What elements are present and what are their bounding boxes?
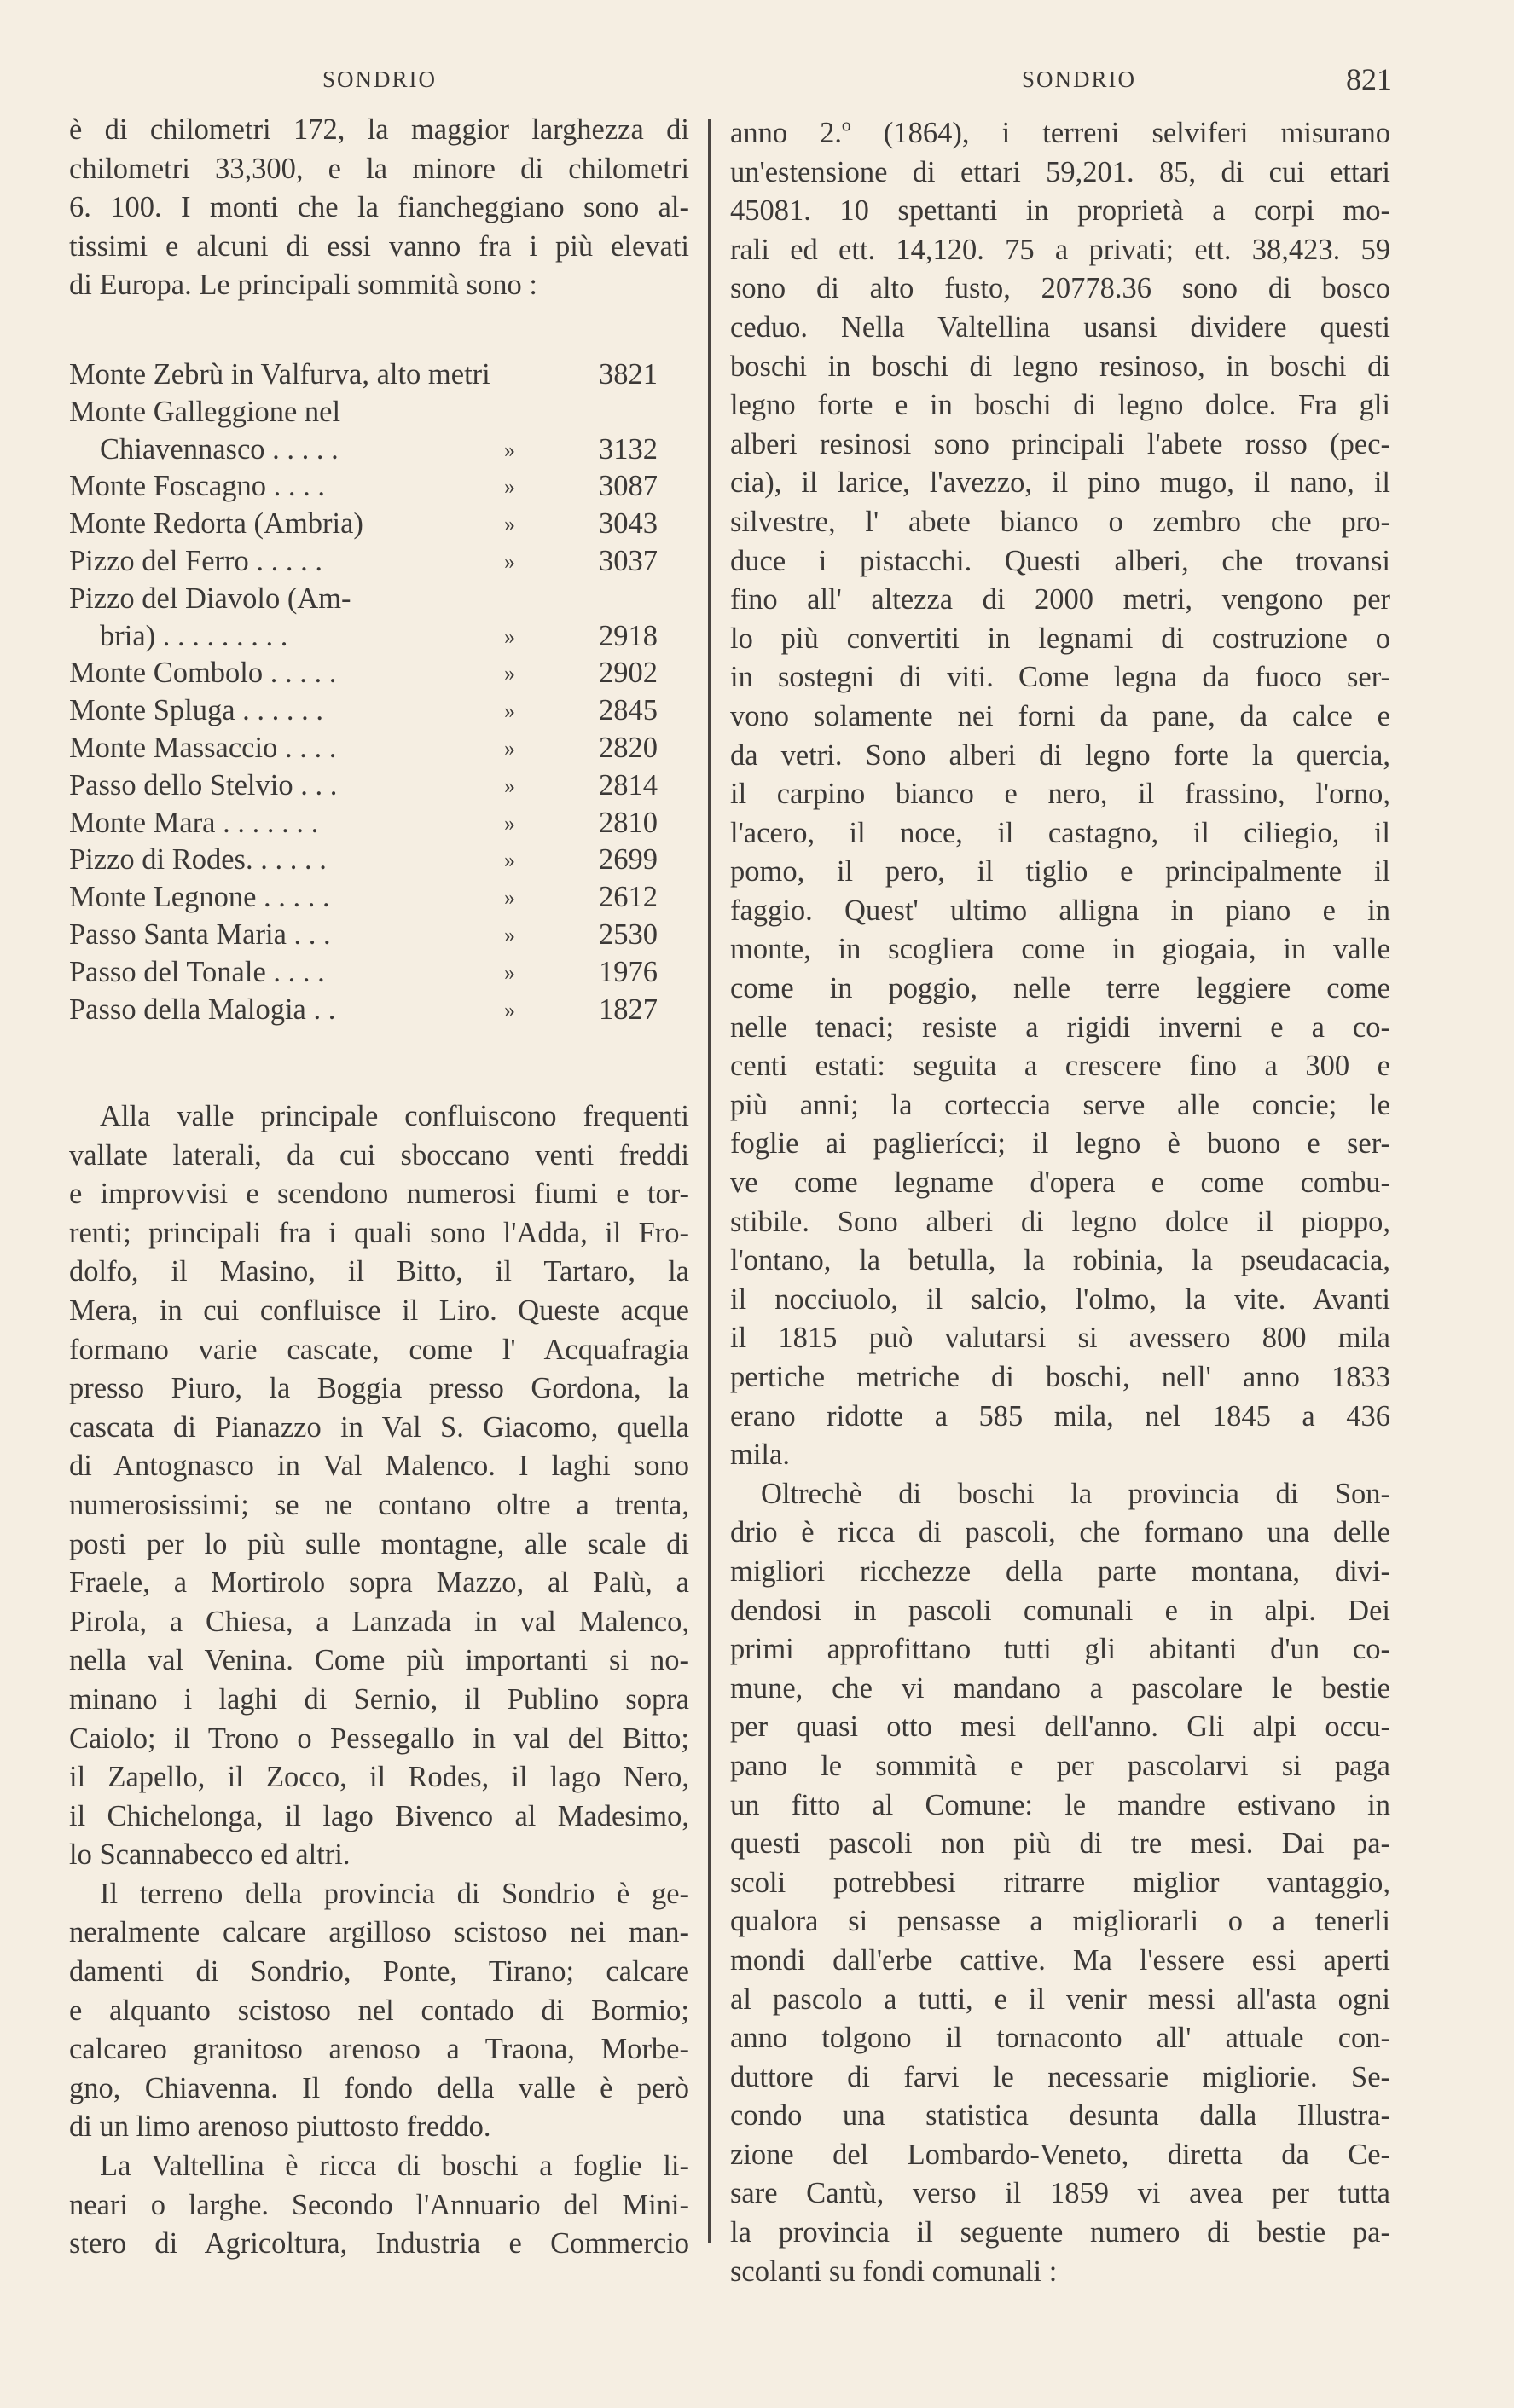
text-line: rali ed ett. 14,120. 75 a privati; ett. 38,423. 59 [730, 233, 1390, 266]
ditto-mark: » [504, 997, 515, 1022]
text-line: anno 2.º (1864), i terreni selviferi misurano [730, 117, 1390, 149]
text-line: duce i pistacchi. Questi alberi, che trovansi [730, 544, 1390, 577]
table-row [69, 767, 658, 805]
page-number: 821 [1346, 62, 1392, 96]
ditto-mark: » [504, 810, 515, 836]
text-line: Pirola, a Chiesa, a Lanzada in val Malenco, [69, 1605, 689, 1638]
text-line: migliori ricchezze della parte montana, divi- [730, 1554, 1390, 1588]
ditto-mark: » [504, 623, 515, 649]
text-line: il nocciuolo, il salcio, l'olmo, la vite. Avanti [730, 1282, 1390, 1316]
text-line: calcareo granitoso arenoso a Traona, Morbe- [69, 2033, 689, 2066]
text-line: l'acero, il noce, il castagno, il ciliegio, il [730, 816, 1390, 849]
table-row [69, 356, 658, 394]
text-line: zione del Lombardo-Veneto, diretta da Ce- [730, 2138, 1390, 2171]
text-line: foglie ai paglierícci; il legno è buono e ser- [730, 1127, 1390, 1161]
text-line: stero di Agricoltura, Industria e Commercio [69, 2227, 689, 2260]
peak-name: Pizzo di Rodes. . . . . . [69, 843, 327, 877]
altitude-value: 2845 [599, 694, 658, 727]
text-line: e alquanto scistoso nel contado di Bormio; [69, 1994, 689, 2027]
text-line: tissimi e alcuni di essi vanno fra i più elevati [69, 229, 689, 263]
text-line: qualora si pensasse a migliorarli o a tenerli [730, 1905, 1390, 1938]
text-line: il carpino bianco e nero, il frassino, l'orno, [730, 778, 1390, 811]
text-line: il Zapello, il Zocco, il Rodes, il lago Nero, [69, 1761, 689, 1794]
text-line: di Antognasco in Val Malenco. I laghi sono [69, 1450, 689, 1483]
text-line: la provincia il seguente numero di bestie pa- [730, 2216, 1390, 2249]
text-line: il Chichelonga, il lago Bivenco al Madesimo, [69, 1799, 689, 1832]
text-line: faggio. Quest' ultimo alligna in piano e in [730, 894, 1390, 927]
text-line: duttore di farvi le necessarie migliorie. Se- [730, 2060, 1390, 2093]
column-divider [708, 119, 711, 2243]
text-line: pomo, il pero, il tiglio e principalmente il [730, 855, 1390, 889]
text-line: al pascolo a tutti, e il venir messi all'asta ogni [730, 1983, 1390, 2016]
text-line: drio è ricca di pascoli, che formano una delle [730, 1516, 1390, 1549]
ditto-mark: » [504, 922, 515, 947]
text-line: gno, Chiavenna. Il fondo della valle è però [69, 2071, 689, 2104]
table-row [69, 543, 658, 581]
text-line: mila. [730, 1438, 790, 1472]
left-column-intro [69, 111, 689, 305]
text-line: legno forte e in boschi di legno dolce. Fra gli [730, 389, 1390, 422]
text-line: per quasi otto mesi dell'anno. Gli alpi occu- [730, 1710, 1390, 1744]
table-row [69, 730, 658, 767]
text-line: pano le sommità e per pascolarvi si paga [730, 1749, 1390, 1782]
table-row [69, 692, 658, 730]
text-line: da vetri. Sono alberi di legno forte la quercia, [730, 738, 1390, 772]
table-row [69, 506, 658, 543]
text-line: dendosi in pascoli comunali e in alpi. Dei [730, 1594, 1390, 1627]
peak-name: Passo Santa Maria . . . [69, 917, 331, 951]
table-row [69, 468, 658, 506]
right-column-body [730, 114, 1390, 2291]
table-row [69, 842, 658, 879]
altitude-value: 3037 [599, 544, 658, 577]
peak-name: Monte Legnone . . . . . [69, 881, 330, 914]
text-line: di Europa. Le principali sommità sono : [69, 269, 538, 302]
text-line: monte, in scogliera come in giogaia, in valle [730, 933, 1390, 966]
text-line: posti per lo più sulle montagne, alle scale di [69, 1527, 689, 1560]
text-line: erano ridotte a 585 mila, nel 1845 a 436 [730, 1399, 1390, 1433]
text-line: Caiolo; il Trono o Pessegallo in val del Bitto; [69, 1722, 689, 1755]
running-header-right: SONDRIO [1021, 67, 1136, 92]
text-line: Il terreno della provincia di Sondrio è ge- [100, 1877, 689, 1910]
text-line: fino all' altezza di 2000 metri, vengono per [730, 583, 1390, 616]
text-line: in sostegni di viti. Come legna da fuoco ser- [730, 661, 1390, 694]
ditto-mark: » [504, 773, 515, 798]
altitude-value: 1827 [599, 993, 658, 1026]
text-line: lo Scannabecco ed altri. [69, 1838, 351, 1872]
table-row [69, 618, 658, 656]
text-line: e improvvisi e scendono numerosi fiumi e tor- [69, 1178, 689, 1211]
text-line: mune, che vi mandano a pascolare le bestie [730, 1671, 1390, 1705]
text-line: questi pascoli non più di tre mesi. Dai pa- [730, 1827, 1390, 1861]
text-line: vallate laterali, da cui sboccano venti freddi [69, 1138, 689, 1172]
peak-name: Passo della Malogia . . [69, 993, 336, 1026]
altitude-value: 2820 [599, 731, 658, 764]
text-line: mondi dall'erbe cattive. Ma l'essere essi aperti [730, 1943, 1390, 1977]
text-line: La Valtellina è ricca di boschi a foglie li- [100, 2150, 689, 2183]
text-line: Alla valle principale confluiscono frequenti [100, 1100, 689, 1132]
text-line: presso Piuro, la Boggia presso Gordona, la [69, 1372, 689, 1405]
peak-name: Monte Galleggione nel [69, 395, 341, 428]
table-row [69, 992, 658, 1029]
table-row [69, 581, 658, 618]
altitude-value: 2699 [599, 843, 658, 877]
text-line: Oltrechè di boschi la provincia di Son- [761, 1477, 1390, 1510]
text-line: silvestre, l' abete bianco o zembro che pro- [730, 505, 1390, 538]
peak-name: Pizzo del Diavolo (Am- [69, 582, 351, 615]
text-line: cascata di Pianazzo in Val S. Giacomo, quella [69, 1410, 689, 1444]
text-line: sare Cantù, verso il 1859 vi avea per tutta [730, 2177, 1390, 2210]
text-line: damenti di Sondrio, Ponte, Tirano; calcare [69, 1955, 689, 1988]
table-row [69, 655, 658, 692]
altitude-value: 2612 [599, 881, 658, 914]
mountain-heights-table [69, 356, 658, 1028]
text-line: lo più convertiti in legnami di costruzione o [730, 622, 1390, 655]
peak-name: Monte Foscagno . . . . [69, 470, 325, 503]
ditto-mark: » [504, 474, 515, 500]
text-line: scoli potrebbesi ritrarre miglior vantaggio, [730, 1866, 1390, 1899]
text-line: un fitto al Comune: le mandre estivano in [730, 1788, 1390, 1821]
text-line: ceduo. Nella Valtellina usansi dividere questi [730, 310, 1390, 344]
altitude-value: 2902 [599, 657, 658, 690]
text-line: pertiche metriche di boschi, nell' anno 1833 [730, 1361, 1390, 1393]
altitude-value: 2530 [599, 917, 658, 951]
text-line: come in poggio, nelle terre leggiere come [730, 972, 1390, 1005]
text-line: centi estati: seguita a crescere fino a 300 e [730, 1050, 1390, 1083]
table-row [69, 917, 658, 954]
text-line: anno tolgono il tornaconto all' attuale con- [730, 2022, 1390, 2055]
peak-name: Monte Combolo . . . . . [69, 657, 337, 690]
text-line: formano varie cascate, come l' Acquafragia [69, 1333, 689, 1366]
text-line: sono di alto fusto, 20778.36 sono di bosco [730, 272, 1390, 305]
table-row [69, 394, 658, 431]
text-line: scolanti su fondi comunali : [730, 2255, 1058, 2288]
text-line: è di chilometri 172, la maggior larghezza di [69, 113, 689, 146]
table-row [69, 805, 658, 842]
ditto-mark: » [504, 512, 515, 537]
altitude-value: 3821 [599, 358, 658, 391]
text-line: stibile. Sono alberi di legno dolce il pioppo, [730, 1205, 1390, 1238]
ditto-mark: » [504, 548, 515, 574]
peak-name: Monte Zebrù in Valfurva, alto metri [69, 358, 490, 391]
ditto-mark: » [504, 959, 515, 985]
altitude-value: 2810 [599, 806, 658, 839]
text-line: neari o larghe. Secondo l'Annuario del Mini- [69, 2188, 689, 2221]
text-line: condo una statistica desunta dalla Illustra- [730, 2099, 1390, 2133]
peak-name: Chiavennasco . . . . . [100, 432, 339, 466]
text-line: Mera, in cui confluisce il Liro. Queste acque [69, 1294, 689, 1327]
peak-name: Monte Massaccio . . . . [69, 731, 337, 764]
altitude-value: 3043 [599, 507, 658, 541]
peak-name: Pizzo del Ferro . . . . . [69, 544, 323, 577]
text-line: nelle tenaci; resiste a rigidi inverni e a co- [730, 1010, 1390, 1044]
altitude-value: 2918 [599, 619, 658, 652]
ditto-mark: » [504, 437, 515, 462]
altitude-value: 3087 [599, 470, 658, 503]
text-line: nella val Venina. Come più importanti si no- [69, 1644, 689, 1677]
peak-name: Monte Spluga . . . . . . [69, 694, 324, 727]
text-line: renti; principali fra i quali sono l'Adda, il Fro- [69, 1216, 689, 1249]
text-line: Fraele, a Mortirolo sopra Mazzo, al Palù, a [69, 1566, 689, 1600]
text-line: dolfo, il Masino, il Bitto, il Tartaro, la [69, 1255, 689, 1288]
text-line: chilometri 33,300, e la minore di chilometri [69, 152, 689, 185]
altitude-value: 3132 [599, 432, 658, 466]
text-line: 6. 100. I monti che la fiancheggiano sono al- [69, 191, 689, 224]
ditto-mark: » [504, 735, 515, 761]
ditto-mark: » [504, 848, 515, 873]
text-line: ve come legname d'opera e come combu- [730, 1166, 1390, 1200]
ditto-mark: » [504, 698, 515, 724]
text-line: 45081. 10 spettanti in proprietà a corpi mo- [730, 194, 1390, 228]
text-line: alberi resinosi sono principali l'abete rosso (pec- [730, 427, 1390, 460]
text-line: più anni; la corteccia serve alle concie; le [730, 1088, 1390, 1121]
text-line: minano i laghi di Sernio, il Publino sopra [69, 1682, 689, 1716]
peak-name: bria) . . . . . . . . . [100, 619, 288, 652]
table-row [69, 431, 658, 469]
peak-name: Monte Mara . . . . . . . [69, 806, 319, 839]
peak-name: Monte Redorta (Ambria) [69, 507, 363, 541]
text-line: un'estensione di ettari 59,201. 85, di cui ettari [730, 155, 1390, 188]
text-line: di un limo arenoso piuttosto freddo. [69, 2110, 491, 2144]
running-header-left: SONDRIO [322, 67, 437, 92]
text-line: cia), il larice, l'avezzo, il pino mugo, il nano, il [730, 466, 1390, 500]
table-row [69, 879, 658, 917]
text-line: l'ontano, la betulla, la robinia, la pseudacacia, [730, 1244, 1390, 1277]
ditto-mark: » [504, 885, 515, 911]
text-line: il 1815 può valutarsi si avessero 800 mila [730, 1322, 1390, 1355]
altitude-value: 2814 [599, 768, 658, 802]
text-line: primi approfittano tutti gli abitanti d'un co- [730, 1633, 1390, 1666]
text-line: vono solamente nei forni da pane, da calce e [730, 699, 1390, 732]
text-line: neralmente calcare argilloso scistoso nei man- [69, 1916, 689, 1949]
text-line: numerosissimi; se ne contano oltre a trenta, [69, 1488, 689, 1521]
ditto-mark: » [504, 661, 515, 686]
peak-name: Passo dello Stelvio . . . [69, 768, 338, 802]
left-column-body [69, 1097, 689, 2264]
table-row [69, 954, 658, 992]
text-line: boschi in boschi di legno resinoso, in boschi di [730, 350, 1390, 383]
peak-name: Passo del Tonale . . . . [69, 955, 325, 988]
altitude-value: 1976 [599, 955, 658, 988]
